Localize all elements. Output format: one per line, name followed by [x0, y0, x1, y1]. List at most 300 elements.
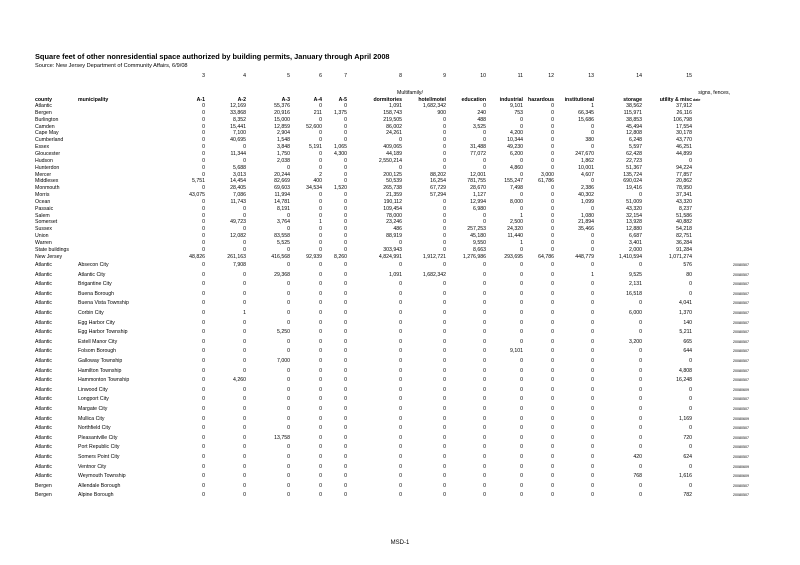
muni-value: 0 — [319, 473, 322, 480]
muni-name: Buena Vista Township — [78, 300, 129, 307]
muni-value: 0 — [443, 319, 446, 326]
county-value: 0 — [319, 130, 322, 137]
muni-value: 0 — [520, 338, 523, 345]
county-value: 77,072 — [470, 150, 486, 157]
county-value: 0 — [591, 123, 594, 130]
muni-date: 20080507 — [733, 368, 749, 373]
muni-value: 0 — [520, 262, 523, 268]
county-value: 0 — [202, 116, 205, 123]
muni-date: 20080507 — [733, 320, 749, 325]
county-value: 12,001 — [470, 171, 486, 178]
muni-date: 20080507 — [733, 282, 749, 287]
muni-value: 0 — [689, 463, 692, 470]
county-name: Mercer — [35, 171, 52, 178]
muni-name: Estell Manor City — [78, 338, 118, 345]
county-value: 0 — [319, 137, 322, 144]
county-value: 12,880 — [626, 226, 642, 233]
muni-date: 20080609 — [733, 387, 749, 392]
muni-value: 0 — [399, 482, 402, 489]
muni-value: 0 — [443, 290, 446, 297]
muni-value: 0 — [639, 348, 642, 355]
county-value: 0 — [202, 157, 205, 164]
county-value: 28,405 — [230, 185, 246, 192]
muni-value: 0 — [443, 281, 446, 288]
county-value: 64,786 — [538, 253, 554, 260]
report-source: Source: New Jersey Department of Community Affairs, 6/9/08 — [35, 63, 188, 69]
muni-county: Atlantic — [35, 329, 53, 336]
column-number: 10 — [480, 73, 486, 79]
county-value: 0 — [443, 212, 446, 219]
county-value: 0 — [399, 164, 402, 171]
county-value: 92,939 — [306, 253, 322, 260]
muni-value: 0 — [591, 463, 594, 470]
muni-value: 2,131 — [629, 281, 642, 288]
county-value: 20,244 — [274, 171, 290, 178]
county-value: 1,080 — [581, 212, 594, 219]
muni-value: 0 — [483, 406, 486, 412]
county-value: 66,345 — [578, 109, 594, 116]
county-name: State buildings — [35, 246, 70, 253]
county-value: 0 — [202, 219, 205, 226]
muni-value: 0 — [344, 463, 347, 470]
county-value: 0 — [319, 240, 322, 246]
county-value: 158,743 — [383, 109, 402, 116]
county-value: 0 — [202, 185, 205, 192]
county-name: Essex — [35, 144, 50, 151]
county-value: 0 — [551, 116, 554, 123]
muni-value: 0 — [202, 386, 205, 393]
county-value: 44,899 — [676, 150, 692, 157]
muni-value: 0 — [483, 444, 486, 451]
county-value: 15,686 — [578, 116, 594, 123]
muni-county: Atlantic — [35, 319, 53, 326]
county-value: 20,916 — [274, 109, 290, 116]
muni-date: 20080609 — [733, 464, 749, 469]
muni-value: 0 — [551, 425, 554, 432]
muni-value: 0 — [689, 281, 692, 288]
county-value: 26,116 — [676, 109, 692, 116]
muni-value: 0 — [287, 386, 290, 393]
muni-value: 0 — [483, 377, 486, 384]
county-value: 0 — [344, 240, 347, 246]
county-value: 0 — [443, 205, 446, 212]
muni-value: 0 — [483, 463, 486, 470]
county-value: 0 — [483, 164, 486, 171]
county-value: 0 — [319, 198, 322, 205]
county-value: 0 — [319, 226, 322, 233]
muni-value: 0 — [591, 396, 594, 403]
muni-value: 0 — [591, 386, 594, 393]
county-value: 78,000 — [386, 212, 402, 219]
county-value: 33,868 — [230, 109, 246, 116]
muni-value: 0 — [344, 329, 347, 336]
county-value: 0 — [551, 192, 554, 199]
muni-value: 0 — [399, 348, 402, 355]
county-name: Monmouth — [35, 185, 60, 192]
county-value: 94,224 — [676, 164, 692, 171]
muni-date: 20080507 — [733, 407, 749, 411]
header-county: county — [35, 97, 53, 103]
muni-value: 0 — [202, 425, 205, 432]
county-name: Cape May — [35, 130, 59, 137]
muni-date: 20080507 — [733, 349, 749, 354]
county-value: 40,695 — [230, 137, 246, 144]
county-value: 15,441 — [230, 123, 246, 130]
muni-value: 0 — [243, 425, 246, 432]
county-value: 1 — [520, 212, 523, 219]
muni-value: 0 — [483, 281, 486, 288]
county-value: 46,251 — [676, 144, 692, 151]
muni-value: 0 — [202, 262, 205, 268]
muni-value: 0 — [202, 434, 205, 441]
muni-county: Atlantic — [35, 300, 53, 307]
muni-value: 0 — [520, 482, 523, 489]
muni-date: 20080609 — [733, 416, 749, 421]
muni-value: 0 — [319, 492, 322, 499]
county-value: 78,950 — [676, 185, 692, 192]
county-value: 13,928 — [626, 219, 642, 226]
muni-value: 0 — [344, 377, 347, 384]
column-number: 13 — [588, 73, 594, 79]
muni-name: Egg Harbor Township — [78, 329, 128, 336]
county-value: 17,554 — [676, 123, 692, 130]
county-value: 0 — [483, 157, 486, 164]
muni-value: 7,000 — [277, 358, 290, 364]
muni-value: 0 — [520, 425, 523, 432]
muni-county: Atlantic — [35, 358, 53, 364]
muni-value: 0 — [591, 434, 594, 441]
county-value: 3,764 — [277, 219, 290, 226]
muni-value: 0 — [443, 492, 446, 499]
muni-county: Atlantic — [35, 454, 53, 460]
muni-value: 0 — [287, 482, 290, 489]
county-value: 1,099 — [581, 198, 594, 205]
muni-county: Atlantic — [35, 377, 53, 384]
county-value: 48,826 — [189, 253, 205, 260]
muni-value: 0 — [287, 290, 290, 297]
county-value: 55,376 — [274, 103, 290, 109]
muni-value: 1,616 — [679, 473, 692, 480]
county-name: Sussex — [35, 226, 53, 233]
county-value: 1,520 — [334, 185, 347, 192]
county-value: 0 — [591, 240, 594, 246]
muni-value: 0 — [319, 310, 322, 316]
muni-date: 20080507 — [733, 359, 749, 363]
muni-value: 0 — [399, 444, 402, 451]
muni-value: 0 — [202, 358, 205, 364]
county-value: 0 — [243, 246, 246, 253]
county-value: 0 — [319, 116, 322, 123]
muni-value: 0 — [520, 271, 523, 278]
county-value: 67,729 — [430, 185, 446, 192]
county-value: 0 — [344, 116, 347, 123]
muni-value: 0 — [591, 415, 594, 422]
muni-name: Somers Point City — [78, 454, 120, 460]
muni-value: 0 — [520, 358, 523, 364]
muni-value: 0 — [551, 300, 554, 307]
muni-value: 0 — [483, 319, 486, 326]
county-value: 32,154 — [626, 212, 642, 219]
muni-value: 0 — [443, 300, 446, 307]
county-value: 753 — [514, 109, 523, 116]
report-title: Square feet of other nonresidential space authorized by building permits, January through April 2008 — [35, 52, 390, 61]
muni-value: 0 — [551, 482, 554, 489]
muni-value: 0 — [551, 406, 554, 412]
county-value: 409,065 — [383, 144, 402, 151]
muni-value: 0 — [443, 310, 446, 316]
muni-value: 624 — [683, 454, 692, 460]
muni-value: 0 — [287, 281, 290, 288]
muni-value: 0 — [319, 386, 322, 393]
county-value: 22,723 — [626, 157, 642, 164]
muni-value: 0 — [551, 290, 554, 297]
county-value: 0 — [319, 233, 322, 240]
muni-county: Atlantic — [35, 425, 53, 432]
muni-value: 0 — [319, 348, 322, 355]
county-value: 0 — [399, 137, 402, 144]
muni-county: Atlantic — [35, 415, 53, 422]
county-value: 1 — [319, 219, 322, 226]
muni-value: 80 — [686, 271, 692, 278]
county-name: Somerset — [35, 219, 58, 226]
muni-value: 0 — [551, 281, 554, 288]
muni-value: 0 — [202, 492, 205, 499]
muni-county: Atlantic — [35, 396, 53, 403]
muni-value: 0 — [520, 473, 523, 480]
muni-value: 0 — [520, 463, 523, 470]
muni-value: 0 — [639, 367, 642, 374]
muni-value: 0 — [344, 348, 347, 355]
muni-value: 1 — [243, 310, 246, 316]
county-value: 0 — [344, 205, 347, 212]
county-value: 51,009 — [626, 198, 642, 205]
muni-value: 0 — [344, 262, 347, 268]
county-value: 2,038 — [277, 157, 290, 164]
muni-value: 29,368 — [274, 271, 290, 278]
county-value: 9,101 — [510, 103, 523, 109]
county-value: 1,862 — [581, 157, 594, 164]
county-value: 49,723 — [230, 219, 246, 226]
muni-value: 7,908 — [233, 262, 246, 268]
muni-value: 0 — [591, 425, 594, 432]
muni-value: 0 — [591, 338, 594, 345]
muni-value: 0 — [344, 444, 347, 451]
county-value: 0 — [202, 246, 205, 253]
muni-value: 0 — [551, 319, 554, 326]
column-number: 12 — [548, 73, 554, 79]
county-value: 43,320 — [676, 198, 692, 205]
county-value: 7,100 — [233, 130, 246, 137]
muni-value: 0 — [287, 492, 290, 499]
muni-value: 0 — [520, 367, 523, 374]
muni-value: 9,525 — [629, 271, 642, 278]
muni-value: 0 — [483, 492, 486, 499]
county-value: 5,688 — [233, 164, 246, 171]
muni-date: 20080609 — [733, 474, 749, 479]
muni-value: 0 — [319, 434, 322, 441]
muni-value: 6,000 — [629, 310, 642, 316]
signs-header-top: signs, fences, — [698, 90, 730, 96]
muni-date: 20080507 — [733, 311, 749, 315]
muni-value: 0 — [551, 271, 554, 278]
county-value: 0 — [319, 157, 322, 164]
county-value: 49,230 — [507, 144, 523, 151]
county-value: 0 — [243, 240, 246, 246]
muni-value: 0 — [443, 444, 446, 451]
muni-value: 0 — [483, 367, 486, 374]
muni-value: 0 — [319, 319, 322, 326]
muni-value: 0 — [591, 492, 594, 499]
muni-value: 0 — [483, 415, 486, 422]
county-value: 1,375 — [334, 109, 347, 116]
muni-value: 0 — [287, 367, 290, 374]
county-value: 82,751 — [676, 233, 692, 240]
county-value: 37,341 — [676, 192, 692, 199]
county-value: 4,824,991 — [378, 253, 402, 260]
muni-value: 0 — [399, 386, 402, 393]
muni-date: 20080507 — [733, 378, 749, 383]
county-value: 2,550,214 — [378, 157, 402, 164]
county-value: 0 — [202, 198, 205, 205]
header-col: A-3 — [281, 97, 290, 103]
county-value: 380 — [585, 137, 594, 144]
column-number: 11 — [517, 73, 523, 79]
muni-value: 0 — [202, 415, 205, 422]
county-value: 31,488 — [470, 144, 486, 151]
muni-value: 0 — [319, 463, 322, 470]
muni-value: 0 — [689, 396, 692, 403]
county-name: Camden — [35, 123, 55, 130]
county-value: 9,550 — [473, 240, 486, 246]
county-value: 50,539 — [386, 178, 402, 185]
county-value: 0 — [483, 219, 486, 226]
county-value: 91,284 — [676, 246, 692, 253]
muni-name: Galloway Township — [78, 358, 123, 364]
muni-value: 3,200 — [629, 338, 642, 345]
muni-value: 0 — [202, 338, 205, 345]
muni-value: 0 — [399, 281, 402, 288]
muni-value: 0 — [520, 386, 523, 393]
county-value: 0 — [202, 240, 205, 246]
muni-value: 0 — [319, 329, 322, 336]
muni-value: 0 — [287, 406, 290, 412]
muni-value: 0 — [483, 454, 486, 460]
county-value: 6,687 — [629, 233, 642, 240]
muni-value: 0 — [202, 406, 205, 412]
muni-value: 0 — [344, 386, 347, 393]
muni-value: 0 — [520, 406, 523, 412]
muni-value: 0 — [689, 406, 692, 412]
county-value: 0 — [443, 164, 446, 171]
muni-value: 0 — [399, 396, 402, 403]
muni-value: 0 — [344, 434, 347, 441]
county-value: 12,808 — [626, 130, 642, 137]
county-value: 0 — [551, 219, 554, 226]
muni-value: 0 — [202, 444, 205, 451]
county-value: 0 — [243, 144, 246, 151]
muni-value: 0 — [551, 434, 554, 441]
county-value: 3,013 — [233, 171, 246, 178]
muni-value: 1,169 — [679, 415, 692, 422]
muni-value: 0 — [520, 310, 523, 316]
muni-value: 13,758 — [274, 434, 290, 441]
muni-value: 0 — [202, 454, 205, 460]
county-value: 8,352 — [233, 116, 246, 123]
muni-value: 0 — [399, 377, 402, 384]
county-name: Union — [35, 233, 49, 240]
county-value: 0 — [202, 109, 205, 116]
muni-value: 0 — [202, 290, 205, 297]
muni-value: 0 — [287, 463, 290, 470]
muni-county: Atlantic — [35, 463, 53, 470]
muni-value: 0 — [344, 473, 347, 480]
county-value: 0 — [551, 205, 554, 212]
muni-value: 0 — [483, 396, 486, 403]
county-value: 0 — [344, 233, 347, 240]
county-value: 1,750 — [277, 150, 290, 157]
muni-value: 0 — [520, 281, 523, 288]
county-value: 3,525 — [473, 123, 486, 130]
muni-value: 0 — [551, 396, 554, 403]
muni-value: 0 — [243, 444, 246, 451]
county-value: 0 — [520, 205, 523, 212]
muni-value: 0 — [319, 425, 322, 432]
muni-value: 0 — [287, 338, 290, 345]
county-value: 1,091 — [389, 103, 402, 109]
county-value: 0 — [520, 192, 523, 199]
muni-value: 0 — [639, 319, 642, 326]
column-number: 8 — [399, 73, 402, 79]
county-value: 0 — [319, 192, 322, 199]
muni-value: 0 — [639, 425, 642, 432]
county-value: 52,600 — [306, 123, 322, 130]
county-value: 40,882 — [676, 219, 692, 226]
county-value: 2,904 — [277, 130, 290, 137]
muni-county: Atlantic — [35, 367, 53, 374]
muni-value: 0 — [520, 396, 523, 403]
county-value: 0 — [551, 144, 554, 151]
muni-value: 0 — [287, 377, 290, 384]
county-value: 0 — [344, 219, 347, 226]
muni-value: 0 — [287, 396, 290, 403]
muni-value: 140 — [683, 319, 692, 326]
muni-value: 0 — [443, 262, 446, 268]
muni-value: 0 — [483, 300, 486, 307]
muni-value: 0 — [287, 300, 290, 307]
muni-value: 0 — [520, 492, 523, 499]
county-value: 43,770 — [676, 137, 692, 144]
muni-value: 0 — [287, 262, 290, 268]
muni-value: 0 — [319, 367, 322, 374]
muni-value: 0 — [443, 454, 446, 460]
county-value: 109,454 — [383, 205, 402, 212]
county-value: 106,798 — [673, 116, 692, 123]
muni-value: 0 — [344, 415, 347, 422]
county-name: Bergen — [35, 109, 52, 116]
county-value: 155,247 — [504, 178, 523, 185]
county-value: 0 — [344, 198, 347, 205]
county-value: 20,862 — [676, 178, 692, 185]
muni-value: 0 — [483, 434, 486, 441]
muni-value: 0 — [639, 377, 642, 384]
muni-value: 0 — [689, 358, 692, 364]
county-value: 0 — [520, 116, 523, 123]
county-value: 1 — [591, 103, 594, 109]
county-value: 57,294 — [430, 192, 446, 199]
county-value: 0 — [319, 103, 322, 109]
county-value: 0 — [551, 130, 554, 137]
muni-value: 0 — [243, 358, 246, 364]
